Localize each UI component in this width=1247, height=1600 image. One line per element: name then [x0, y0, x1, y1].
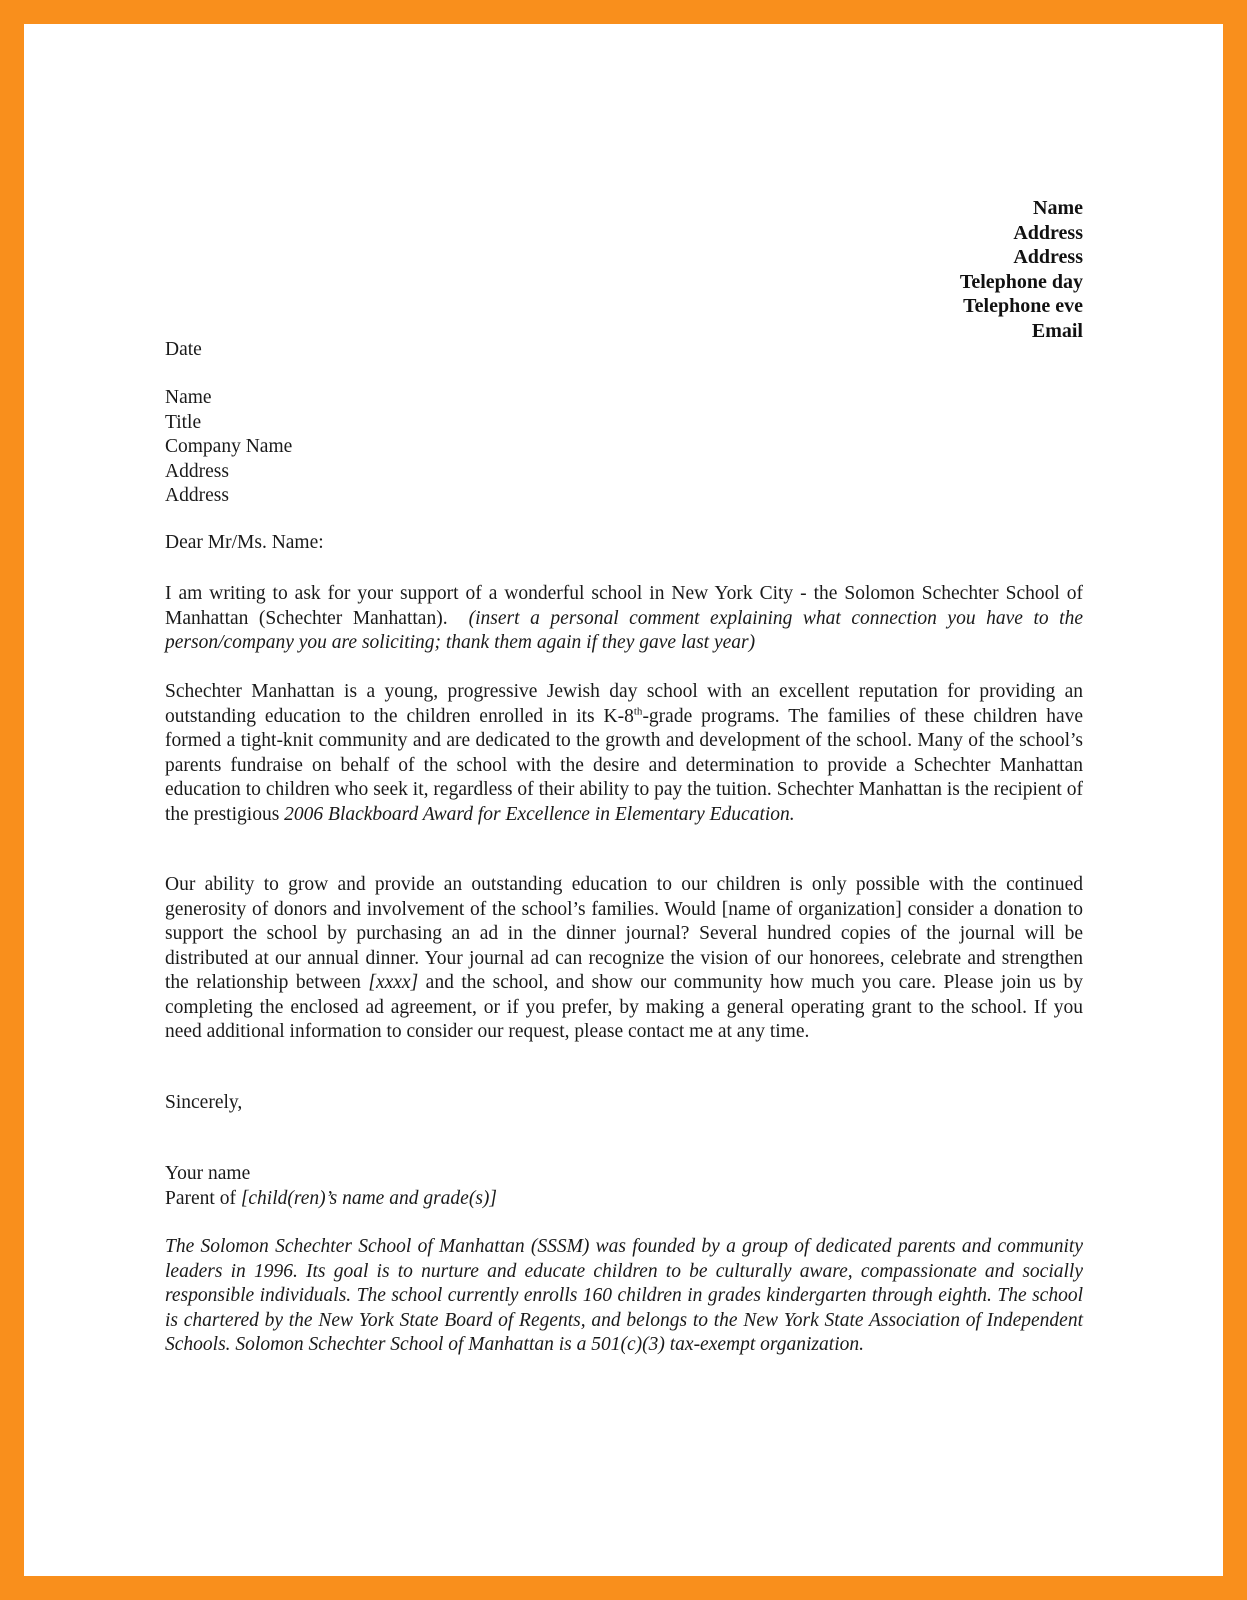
signature-parent-line — [165, 1187, 1083, 1212]
paragraph-school-part-1: Schechter Manhattan is a young, progressive Jewish day school with an excellent reputation for providing an outstanding education to the children enrolled in its K-8 — [165, 681, 1083, 727]
sender-address-2: Address — [1013, 246, 1083, 269]
sender-address-1: Address — [1013, 221, 1083, 244]
paragraph-request-part-2: and the school, and show our community how much you care. Please join us by completing the enclosed ad agreement, or if you prefer, by making a general operating grant to the school. If you need additional information to consider our request, please contact me at any time. — [165, 972, 1084, 1042]
paragraph-intro-note: (insert a personal comment explaining what connection you have to the person/company you are soliciting; thank them again if they gave last year) — [165, 607, 1083, 653]
sender-telephone-day: Telephone day — [959, 270, 1083, 293]
sender-name: Name — [1033, 197, 1083, 219]
grade-superscript: th — [633, 705, 643, 717]
sender-telephone-eve: Telephone eve — [963, 295, 1083, 318]
organization-placeholder: [xxxx] — [368, 972, 419, 993]
recipient-address-1: Address — [165, 460, 229, 482]
recipient-address-2: Address — [165, 485, 229, 506]
paragraph-request-part-1: Our ability to grow and provide an outstanding education to our children is only possible with the continued generosity of donors and involvement of the school’s families. Would [name of organization] consider a donation to support the school by purchasing an ad in the dinner journal? Several hundred copies of the journal will be distributed at our annual dinner. Your journal ad can recognize the vision of our honorees, celebrate and strengthen the relationship between — [165, 874, 1083, 993]
recipient-title: Title — [165, 411, 202, 433]
paragraph-intro-text: I am writing to ask for your support of a wonderful school in New York City - the Solomon Schechter School of Manhattan (Schechter Manhattan). — [165, 583, 1083, 629]
sender-email: Email — [1031, 319, 1083, 342]
award-name: 2006 Blackboard Award for Excellence in Elementary Education. — [284, 803, 795, 825]
recipient-block — [165, 386, 1083, 509]
paragraph-school-part-2: -grade programs. The families of these children have formed a tight-knit community and are dedicated to the growth and development of the school. Many of the school’s parents fundraise on behalf of the school with the desire and determination to provide a Schechter Manhattan education to children who seek it, regardless of their ability to pay the tuition. Schechter Manhattan is the recipient of the prestigious — [165, 705, 1084, 825]
salutation: Dear Mr/Ms. Name: — [165, 532, 324, 553]
paragraph-intro — [165, 582, 1083, 656]
paragraph-school — [165, 680, 1083, 827]
signature-parent-placeholder: [child(ren)’s name and grade(s)] — [240, 1187, 497, 1209]
sender-block — [960, 196, 1083, 344]
letter-page — [24, 24, 1223, 1576]
letter-date: Date — [165, 339, 202, 360]
paragraph-request — [165, 873, 1083, 1045]
signature-name: Your name — [165, 1163, 251, 1184]
recipient-name: Name — [165, 387, 212, 408]
closing: Sincerely, — [165, 1092, 243, 1113]
recipient-company: Company Name — [165, 436, 293, 457]
signature-parent-prefix: Parent of — [165, 1187, 236, 1209]
signature-block — [165, 1162, 1083, 1211]
footer-note: The Solomon Schechter School of Manhattan (SSSM) was founded by a group of dedicated parents and community leaders in 1996. Its goal is to nurture and educate children to be culturally aware, compassionate and socially responsible individuals. The school currently enrolls 160 children in grades kindergarten through eighth. The school is chartered by the New York State Board of Regents, and belongs to the New York State Association of Independent Schools. Solomon Schechter School of Manhattan is a 501(c)(3) tax-exempt organization. — [165, 1236, 1083, 1355]
